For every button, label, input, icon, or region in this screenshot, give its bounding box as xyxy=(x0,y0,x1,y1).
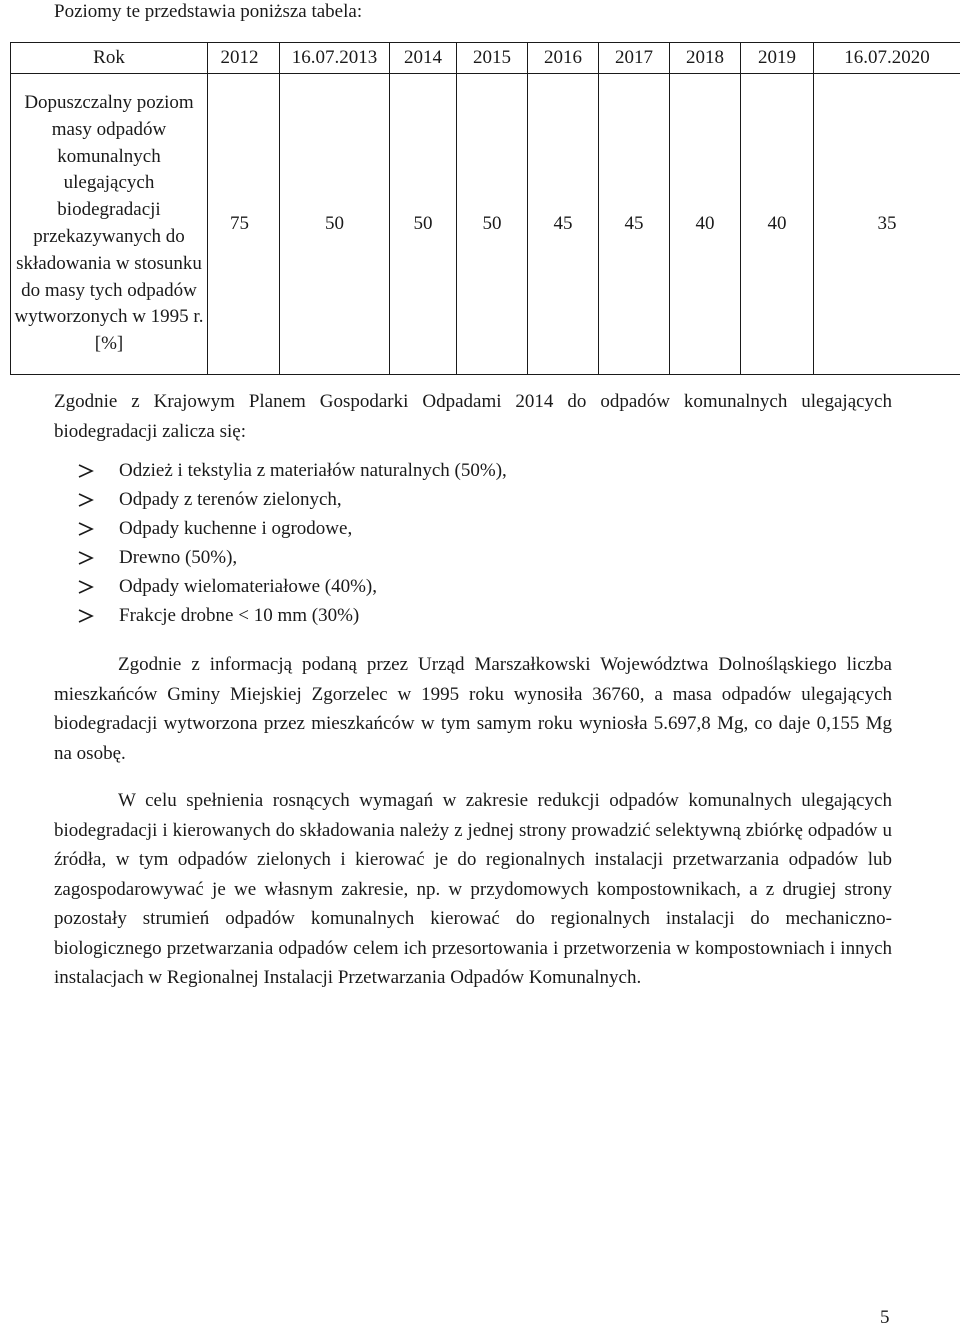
arrowhead-bullet-icon xyxy=(78,522,94,536)
biodegradable-waste-list xyxy=(78,456,507,630)
value-cell: 45 xyxy=(528,74,599,375)
intro-text: Poziomy te przedstawia poniższa tabela: xyxy=(54,1,363,22)
arrowhead-bullet-icon xyxy=(78,609,94,623)
year-cell: 2018 xyxy=(670,43,741,74)
list-item-text: Drewno (50%), xyxy=(119,547,238,568)
paragraph-strategy-text: W celu spełnienia rosnących wymagań w zakresie redukcji odpadów komunalnych ulegających biodegradacji i kierowanych do składowania należy z jednej strony prowadzić selektywną zbiórkę odpadów u źródła, w tym odpadów zielonych i kierować je do regionalnych instalacji przetwarzania odpadów lub zagospodarowywać je we własnym zakresie, np. w przydomowych kompostownikach, a z drugiej strony pozostały strumień odpadów komunalnych kierować do regionalnych instalacji do mechaniczno-biologicznego przetwarzania odpadów celem ich przesortowania i przetworzenia w kompostowniach i innych instalacjach w Regionalnej Instalacji Przetwarzania Odpadów Komunalnych. xyxy=(54,790,892,988)
list-item-text: Odzież i tekstylia z materiałów naturalnych (50%), xyxy=(119,460,507,481)
year-cell: 2016 xyxy=(528,43,599,74)
paragraph-population xyxy=(54,650,892,768)
header-label-cell: Rok xyxy=(11,43,208,74)
value-cell: 40 xyxy=(670,74,741,375)
list-item-text: Odpady z terenów zielonych, xyxy=(119,489,342,510)
list-item-text: Frakcje drobne < 10 mm (30%) xyxy=(119,605,360,626)
list-item xyxy=(78,543,507,572)
year-cell: 2019 xyxy=(741,43,814,74)
landfill-limits-table xyxy=(10,42,960,375)
arrowhead-bullet-icon xyxy=(78,493,94,507)
arrowhead-bullet-icon xyxy=(78,551,94,565)
value-cell: 50 xyxy=(280,74,390,375)
year-cell: 2014 xyxy=(390,43,457,74)
list-item-text: Odpady wielomateriałowe (40%), xyxy=(119,576,377,597)
list-item-text: Odpady kuchenne i ogrodowe, xyxy=(119,518,353,539)
arrowhead-bullet-icon xyxy=(78,580,94,594)
value-cell: 40 xyxy=(741,74,814,375)
paragraph-strategy xyxy=(54,786,892,993)
value-cell: 35 xyxy=(814,74,960,375)
table-header-row xyxy=(11,43,960,74)
row-label-cell: Dopuszczalny poziom masy odpadów komunalnych ulegających biodegradacji przekazywanych do składowania w stosunku do masy tych odpadów wytworzonych w 1995 r. [%] xyxy=(11,74,208,375)
year-cell: 2017 xyxy=(599,43,670,74)
table-values-row xyxy=(11,74,960,375)
list-item xyxy=(78,601,507,630)
value-cell: 50 xyxy=(457,74,528,375)
list-item xyxy=(78,485,507,514)
value-cell: 45 xyxy=(599,74,670,375)
list-item xyxy=(78,514,507,543)
list-item xyxy=(78,572,507,601)
list-item xyxy=(78,456,507,485)
year-cell: 16.07.2013 xyxy=(280,43,390,74)
year-cell: 2015 xyxy=(457,43,528,74)
page-number: 5 xyxy=(880,1307,890,1328)
paragraph-kpgo: Zgodnie z Krajowym Planem Gospodarki Odpadami 2014 do odpadów komunalnych ulegających biodegradacji zalicza się: xyxy=(54,391,892,442)
value-cell: 50 xyxy=(390,74,457,375)
arrowhead-bullet-icon xyxy=(78,464,94,478)
year-cell: 16.07.2020 xyxy=(814,43,960,74)
year-cell: 2012 xyxy=(208,43,280,74)
paragraph-population-text: Zgodnie z informacją podaną przez Urząd Marszałkowski Województwa Dolnośląskiego liczba mieszkańców Gminy Miejskiej Zgorzelec w 1995 roku wynosiła 36760, a masa odpadów ulegających biodegradacji wytworzona przez mieszkańców w tym samym roku wyniosła 5.697,8 Mg, co daje 0,155 Mg na osobę. xyxy=(54,654,892,764)
value-cell: 75 xyxy=(208,74,280,375)
